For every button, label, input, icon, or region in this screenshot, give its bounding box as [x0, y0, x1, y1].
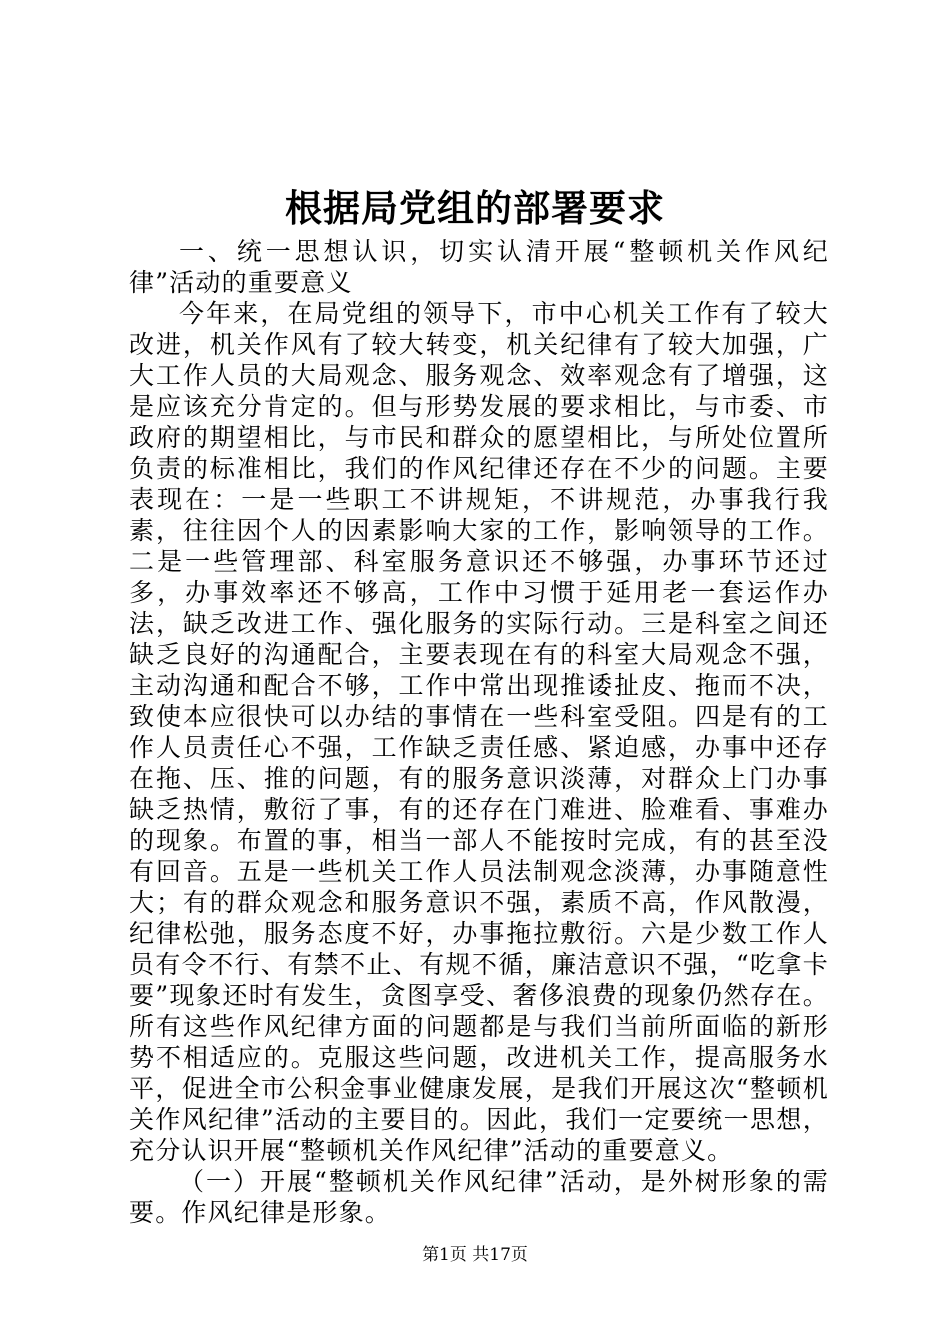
page-footer: 第1页 共17页 [422, 1245, 528, 1265]
document-body [129, 236, 829, 1228]
document-title: 根据局党组的部署要求 [285, 186, 665, 230]
section-heading: 一、统一思想认识，切实认清开展“整顿机关作风纪律”活动的重要意义 [129, 237, 829, 297]
body-paragraph: 今年来，在局党组的领导下，市中心机关工作有了较大改进，机关作风有了较大转变，机关纪律有了较大加强，广大工作人员的大局观念、服务观念、效率观念有了增强，这是应该充分肯定的。但与形势发展的要求相比，与市委、市政府的期望相比，与市民和群众的愿望相比，与所处位置所负责的标准相比，我们的作风纪律还存在不少的问题。主要表现在：一是一些职工不讲规矩，不讲规范，办事我行我素，往往因个人的因素影响大家的工作，影响领导的工作。二是一些管理部、科室服务意识还不够强，办事环节还过多，办事效率还不够高，工作中习惯于延用老一套运作办法，缺乏改进工作、强化服务的实际行动。三是科室之间还缺乏良好的沟通配合，主要表现在有的科室大局观念不强，主动沟通和配合不够，工作中常出现推诿扯皮、拖而不决，致使本应很快可以办结的事情在一些科室受阻。四是有的工作人员责任心不强，工作缺乏责任感、紧迫感，办事中还存在拖、压、推的问题，有的服务意识淡薄，对群众上门办事缺乏热情，敷衍了事，有的还存在门难进、脸难看、事难办的现象。布置的事，相当一部人不能按时完成，有的甚至没有回音。五是一些机关工作人员法制观念淡薄，办事随意性大；有的群众观念和服务意识不强，素质不高，作风散漫，纪律松弛，服务态度不好，办事拖拉敷衍。六是少数工作人员有令不行、有禁不止、有规不循，廉洁意识不强，“吃拿卡要”现象还时有发生，贪图享受、奢侈浪费的现象仍然存在。所有这些作风纪律方面的问题都是与我们当前所面临的新形势不相适应的。克服这些问题，改进机关工作，提高服务水平，促进全市公积金事业健康发展，是我们开展这次“整顿机关作风纪律”活动的主要目的。因此，我们一定要统一思想，充分认识开展“整顿机关作风纪律”活动的重要意义。 [129, 299, 829, 1165]
body-paragraph: （一）开展“整顿机关作风纪律”活动，是外树形象的需要。作风纪律是形象。 [129, 1167, 829, 1227]
